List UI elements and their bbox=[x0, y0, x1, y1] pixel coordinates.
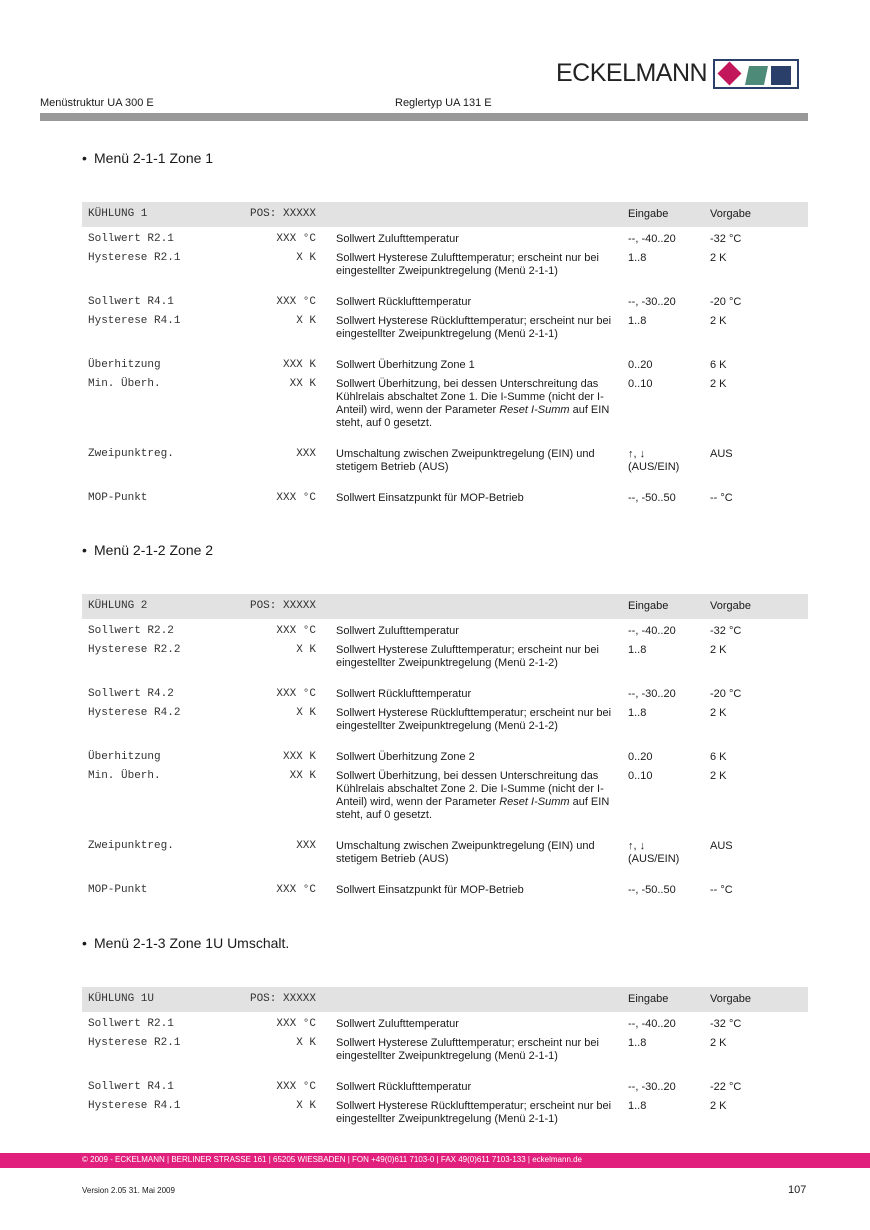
table-row: MOP-Punkt XXX °C Sollwert Einsatzpunkt für MOP-Betrieb --, -50..50 -- °C bbox=[88, 492, 733, 504]
page-number: 107 bbox=[788, 1184, 807, 1196]
table-row: Hysterese R2.2 X K Sollwert Hysterese Zulufttemperatur; erscheint nur bei eingestellter Zweipunktregelung (Menü 2-1-2) 1..8 2 K bbox=[88, 644, 727, 669]
table-row: Zweipunktreg. XXX Umschaltung zwischen Zweipunktregelung (EIN) und stetigem Betrieb (AUS) ↑, ↓ (AUS/EIN) AUS bbox=[88, 448, 733, 473]
table-header-row: KÜHLUNG 1 POS: XXXXX Eingabe Vorgabe bbox=[82, 202, 808, 227]
table-row: Sollwert R2.2 XXX °C Sollwert Zulufttemperatur --, -40..20 -32 °C bbox=[88, 625, 742, 637]
table-row: Hysterese R2.1 X K Sollwert Hysterese Zulufttemperatur; erscheint nur bei eingestellter Zweipunktregelung (Menü 2-1-1) 1..8 2 K bbox=[88, 252, 727, 277]
table-row: MOP-Punkt XXX °C Sollwert Einsatzpunkt für MOP-Betrieb --, -50..50 -- °C bbox=[88, 884, 733, 896]
table-row: Min. Überh. XX K Sollwert Überhitzung, bei dessen Unterschreitung das Kühlrelais abschaltet Zone 1. Die I-Summe (nicht der I-Anteil) wird, wenn der Parameter Reset I-Summ auf EIN steht, auf 0 gesetzt. 0..10 2 K bbox=[88, 378, 727, 429]
section-title: • Menü 2-1-3 Zone 1U Umschalt. bbox=[82, 935, 290, 951]
menu-table bbox=[82, 202, 808, 505]
footer-copyright: © 2009 - ECKELMANN | BERLINER STRASSE 161 | 65205 WIESBADEN | FON +49(0)611 7103-0 | FAX 49(0)611 7103-133 | eckelmann.de bbox=[82, 1155, 583, 1164]
table-row: Zweipunktreg. XXX Umschaltung zwischen Zweipunktregelung (EIN) und stetigem Betrieb (AUS) ↑, ↓ (AUS/EIN) AUS bbox=[88, 840, 733, 865]
section-title: • Menü 2-1-2 Zone 2 bbox=[82, 542, 214, 558]
table-row: Sollwert R2.1 XXX °C Sollwert Zulufttemperatur --, -40..20 -32 °C bbox=[88, 233, 742, 245]
table-row: Hysterese R4.2 X K Sollwert Hysterese Rücklufttemperatur; erscheint nur bei eingestellter Zweipunktregelung (Menü 2-1-2) 1..8 2 K bbox=[88, 707, 727, 732]
eckelmann-logo-icon bbox=[713, 59, 799, 89]
table-row: Sollwert R4.1 XXX °C Sollwert Rücklufttemperatur --, -30..20 -20 °C bbox=[88, 296, 742, 308]
table-row: Überhitzung XXX K Sollwert Überhitzung Zone 2 0..20 6 K bbox=[88, 751, 727, 763]
menu-table bbox=[82, 987, 808, 1126]
table-row: Sollwert R2.1 XXX °C Sollwert Zulufttemperatur --, -40..20 -32 °C bbox=[88, 1018, 742, 1030]
arrow-up-down-icon: ↑, ↓ bbox=[628, 448, 646, 460]
table-header-row: KÜHLUNG 2 POS: XXXXX Eingabe Vorgabe bbox=[82, 594, 808, 619]
table-row: Hysterese R4.1 X K Sollwert Hysterese Rücklufttemperatur; erscheint nur bei eingestellter Zweipunktregelung (Menü 2-1-1) 1..8 2 K bbox=[88, 1100, 727, 1125]
section-title: • Menü 2-1-1 Zone 1 bbox=[82, 150, 214, 166]
table-row: Hysterese R2.1 X K Sollwert Hysterese Zulufttemperatur; erscheint nur bei eingestellter Zweipunktregelung (Menü 2-1-1) 1..8 2 K bbox=[88, 1037, 727, 1062]
table-row: Hysterese R4.1 X K Sollwert Hysterese Rücklufttemperatur; erscheint nur bei eingestellter Zweipunktregelung (Menü 2-1-1) 1..8 2 K bbox=[88, 315, 727, 340]
version-info: Version 2.05 31. Mai 2009 bbox=[82, 1186, 175, 1195]
menu-table bbox=[82, 594, 808, 897]
header-divider bbox=[40, 113, 808, 121]
arrow-up-down-icon: ↑, ↓ bbox=[628, 840, 646, 852]
header-controller-type: Reglertyp UA 131 E bbox=[395, 97, 492, 109]
brand-name: ECKELMANN bbox=[556, 59, 708, 87]
eckelmann-logo bbox=[556, 57, 808, 90]
table-header-row: KÜHLUNG 1U POS: XXXXX Eingabe Vorgabe bbox=[82, 987, 808, 1012]
table-row: Sollwert R4.1 XXX °C Sollwert Rücklufttemperatur --, -30..20 -22 °C bbox=[88, 1081, 742, 1093]
table-row: Min. Überh. XX K Sollwert Überhitzung, bei dessen Unterschreitung das Kühlrelais abschaltet Zone 2. Die I-Summe (nicht der I-Anteil) wird, wenn der Parameter Reset I-Summ auf EIN steht, auf 0 gesetzt. 0..10 2 K bbox=[88, 770, 727, 821]
header-doc-title: Menüstruktur UA 300 E bbox=[40, 97, 154, 109]
table-row: Überhitzung XXX K Sollwert Überhitzung Zone 1 0..20 6 K bbox=[88, 359, 727, 371]
table-row: Sollwert R4.2 XXX °C Sollwert Rücklufttemperatur --, -30..20 -20 °C bbox=[88, 688, 742, 700]
